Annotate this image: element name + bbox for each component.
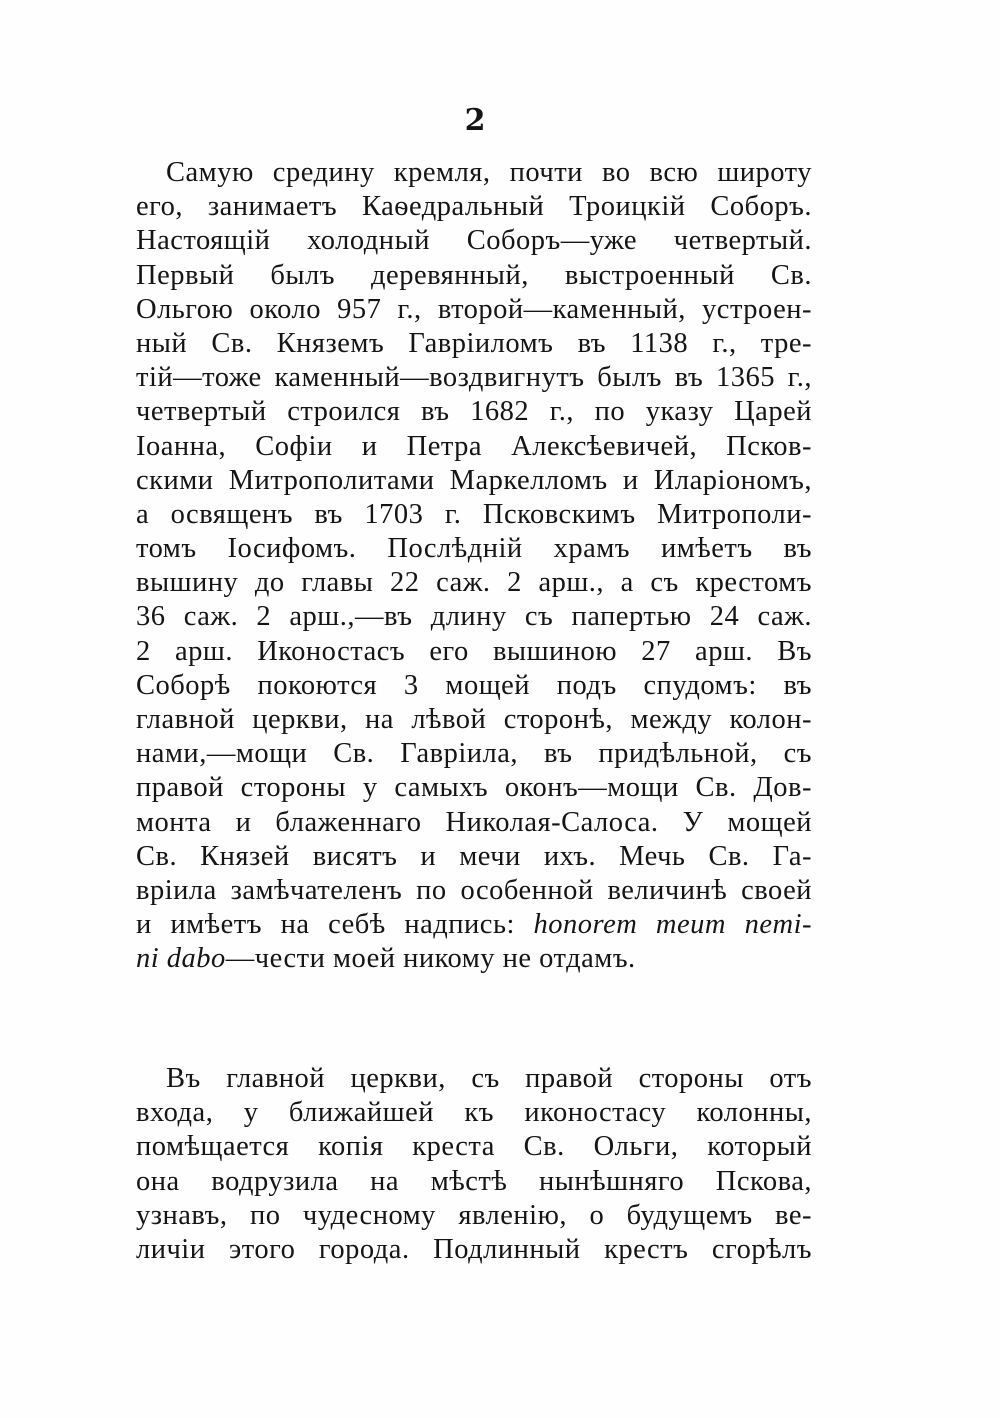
text-line: помѣщается копія креста Св. Ольги, который: [136, 1131, 812, 1163]
text-line: она водрузила на мѣстѣ нынѣшняго Пскова,: [136, 1165, 812, 1197]
latin-inscription: honorem meum nemi-: [533, 909, 813, 941]
paragraph-olga-cross: [136, 1062, 812, 1267]
text-line: правой стороны у самыхъ оконъ—мощи Св. Дов-: [136, 772, 812, 804]
text-line: его, занимаетъ Каѳедральный Троицкій Соборъ.: [136, 191, 812, 223]
text-line: нами,—мощи Св. Гавріила, въ придѣльной, съ: [136, 738, 812, 770]
text-line: 2 арш. Иконостасъ его вышиною 27 арш. Въ: [136, 635, 812, 667]
inscription-intro: и имѣетъ на себѣ надпись:: [136, 909, 515, 941]
text-line: а освященъ въ 1703 г. Псковскимъ Митрополи-: [136, 498, 812, 530]
text-line: узнавъ, по чудесному явленію, о будущемъ ве-: [136, 1199, 812, 1231]
page-number: 2: [464, 103, 486, 138]
text-line: Самую средину кремля, почти во всю широту: [166, 157, 812, 188]
text-line: ный Св. Княземъ Гавріиломъ въ 1138 г., тре-: [136, 327, 812, 359]
text-line: вышину до главы 22 саж. 2 арш., а съ крестомъ: [136, 567, 812, 599]
text-line: Іоанна, Софіи и Петра Алексѣевичей, Псков-: [136, 430, 812, 462]
text-line-with-latin: [136, 942, 812, 976]
inscription-translation: —чести моей никому не отдамъ.: [225, 943, 636, 975]
text-line: монта и блаженнаго Николая-Салоса. У мощей: [136, 806, 812, 838]
latin-inscription-end: ni dabo: [136, 943, 226, 975]
text-line-with-latin: [136, 908, 812, 942]
text-line: Ольгою около 957 г., второй—каменный, устроен-: [136, 293, 812, 325]
text-line: личіи этого города. Подлинный крестъ сгорѣлъ: [136, 1233, 812, 1265]
text-line: входа, у ближайшей къ иконостасу колонны,: [136, 1097, 812, 1129]
text-line: скими Митрополитами Маркелломъ и Иларіономъ,: [136, 464, 812, 496]
text-line: Настоящій холодный Соборъ—уже четвертый.: [136, 225, 812, 257]
text-line: четвертый строился въ 1682 г., по указу Царей: [136, 396, 812, 428]
text-line: тій—тоже каменный—воздвигнутъ былъ въ 1365 г.,: [136, 362, 812, 394]
text-line: Въ главной церкви, съ правой стороны отъ: [166, 1063, 812, 1094]
paragraph-cathedral: [136, 156, 812, 977]
text-line: томъ Іосифомъ. Послѣдній храмъ имѣетъ въ: [136, 533, 812, 565]
text-line: вріила замѣчателенъ по особенной величинѣ своей: [136, 874, 812, 906]
text-line: Св. Князей висятъ и мечи ихъ. Мечь Св. Га-: [136, 840, 812, 872]
text-line: Первый былъ деревянный, выстроенный Св.: [136, 259, 812, 291]
text-line: главной церкви, на лѣвой сторонѣ, между колон-: [136, 704, 812, 735]
text-line: 36 саж. 2 арш.,—въ длину съ папертью 24 саж.: [136, 601, 812, 633]
text-line: Соборѣ покоются 3 мощей подъ спудомъ: въ: [136, 669, 812, 701]
